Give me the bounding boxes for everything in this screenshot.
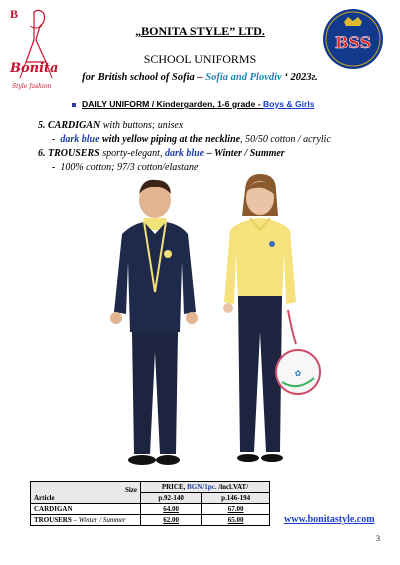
boy-figure bbox=[110, 180, 198, 465]
svg-text:✿: ✿ bbox=[294, 369, 302, 378]
boys-girls-link[interactable]: Boys & Girls bbox=[262, 99, 315, 109]
price-cell: 62.00 bbox=[141, 515, 202, 526]
price-cell: 67.00 bbox=[202, 504, 270, 515]
item-trousers-title: 6. TROUSERS sporty-elegant, dark blue – Winter / Summer bbox=[38, 148, 285, 159]
company-name: „BONITA STYLE” LTD. bbox=[135, 24, 265, 38]
price-table bbox=[30, 481, 270, 526]
price-cell: 64.00 bbox=[141, 504, 202, 515]
article-name: TROUSERS – Winter / Summer bbox=[31, 515, 141, 526]
uniform-photo bbox=[60, 172, 340, 477]
page-number: 3 bbox=[376, 534, 380, 543]
table-row bbox=[31, 515, 270, 526]
price-table-price-header: PRICE, BGN/1pc. /incl.VAT/ bbox=[141, 482, 270, 493]
svg-text:Style fashion: Style fashion bbox=[12, 83, 52, 90]
girl-figure bbox=[223, 174, 320, 462]
size-column-header: р.92-140 bbox=[141, 493, 202, 504]
item-cardigan-title: 5. CARDIGAN with buttons; unisex bbox=[38, 120, 184, 131]
size-column-header: р.146-194 bbox=[202, 493, 270, 504]
section-heading: DAILY UNIFORM / Kindergarden, 1-6 grade - Boys & Girls bbox=[72, 99, 315, 109]
article-name: CARDIGAN bbox=[31, 504, 141, 515]
item-cardigan-detail: - dark blue with yellow piping at the neckline, 50/50 cotton / acrylic bbox=[52, 134, 331, 145]
website-link[interactable]: www.bonitastyle.com bbox=[284, 514, 375, 525]
table-row bbox=[31, 504, 270, 515]
document-subtitle: for British school of Sofia – Sofia and Plovdiv ‘ 2023г. bbox=[82, 72, 318, 83]
item-trousers-detail: - 100% cotton; 97/3 cotton/elastane bbox=[52, 162, 199, 173]
svg-text:B: B bbox=[10, 7, 19, 21]
document-title: SCHOOL UNIFORMS bbox=[143, 52, 257, 66]
svg-text:BSS: BSS bbox=[334, 33, 372, 52]
bullet-square-icon bbox=[72, 103, 76, 107]
price-table-corner: Size Article bbox=[31, 482, 141, 504]
price-cell: 65.00 bbox=[202, 515, 270, 526]
svg-text:Bonita: Bonita bbox=[10, 61, 59, 76]
